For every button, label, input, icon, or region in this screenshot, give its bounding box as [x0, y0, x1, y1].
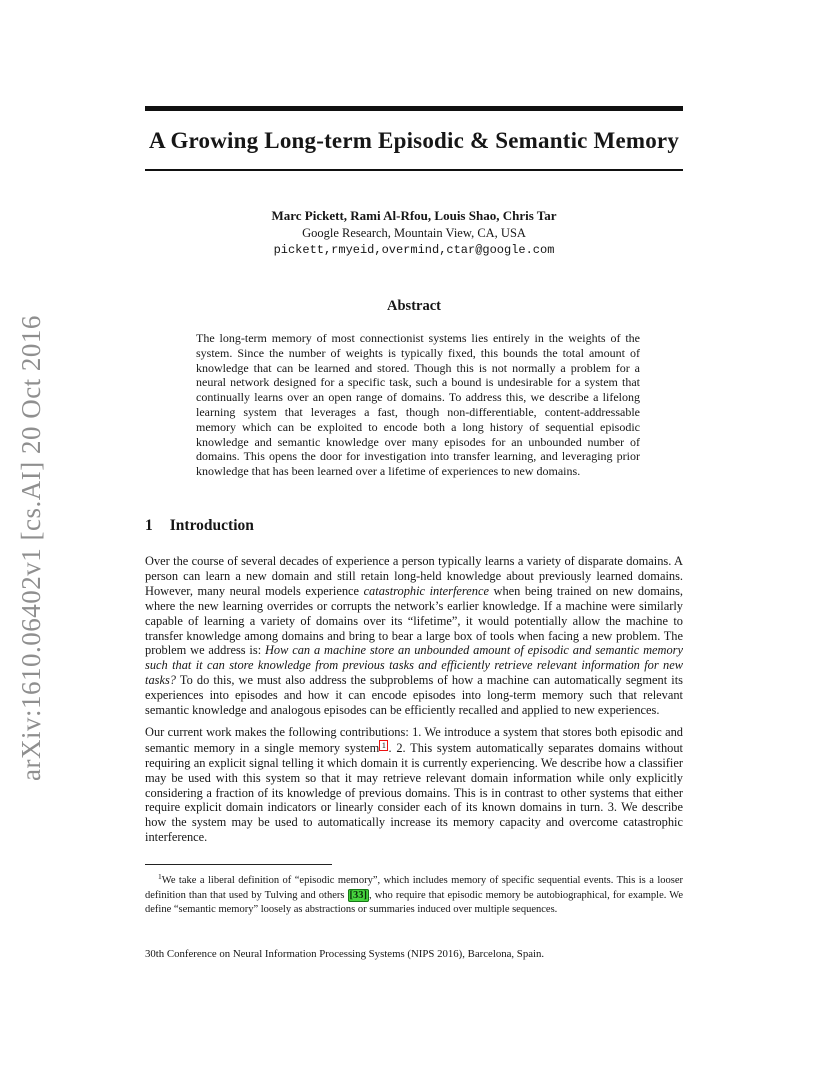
citation-33-link[interactable]: [33] [349, 889, 368, 901]
email-line: pickett,rmyeid,overmind,ctar@google.com [273, 243, 555, 257]
footnote-1 [145, 870, 683, 918]
footnote-rule [145, 864, 332, 865]
intro-p1-italic-a: catastrophic interference [363, 583, 489, 598]
footnote-1-marker: 1 [158, 872, 162, 882]
affiliation-line: Google Research, Mountain View, CA, USA [302, 226, 526, 240]
authors-line: Marc Pickett, Rami Al-Rfou, Louis Shao, Chris Tar [271, 208, 557, 223]
abstract-text: The long-term memory of most connectionist systems lies entirely in the weights of the system. Since the number of weights is typically fixed, this bounds the total amount of knowledge that can be learned and stored. Though this is not normally a problem for a neural network designed for a specific task, such a bound is undesirable for a system that continually learns over an open range of domains. To address this, we describe a lifelong learning system that leverages a fast, though non-differentiable, content-addressable memory which can be exploited to encode both a long history of sequential episodic knowledge and semantic knowledge over many episodes for an unbounded number of domains. This opens the door for investigation into transfer learning, and leveraging prior knowledge that has been learned over a lifetime of experiences to new domains. [196, 331, 640, 479]
intro-p1-text-a: Over the course of several decades of experience a person typically learns a variety of disparate domains. A person can learn a new domain and still retain long-held knowledge about previously learned domains. However, many neural models experience [145, 553, 683, 598]
section-heading-introduction [145, 517, 683, 535]
abstract-heading: Abstract [387, 298, 441, 314]
footnote-1-link[interactable]: 1 [379, 740, 388, 751]
footnote-1-text-b: , who require that episodic memory be autobiographical, for example. We define “semantic memory” loosely as abstractions or summaries induced over multiple sequences. [145, 889, 684, 916]
conference-footer: 30th Conference on Neural Information Processing Systems (NIPS 2016), Barcelona, Spain. [145, 947, 545, 960]
arxiv-watermark: arXiv:1610.06402v1 [cs.AI] 20 Oct 2016 [16, 315, 46, 781]
intro-paragraph-2 [145, 725, 683, 845]
intro-p2-text-a: Our current work makes the following contributions: 1. We introduce a system that stores both episodic and semantic memory in a single memory system [145, 724, 683, 755]
paper-content-column [145, 0, 683, 960]
intro-p1-text-c: To do this, we must also address the subproblems of how a machine can automatically segment its experiences into episodes and how it can encode episodes into long-term memory such that relevant semantic knowledge and analogous episodes can be efficiently recalled and applied to new experiences. [145, 673, 683, 718]
section-title: Introduction [169, 516, 254, 534]
title-rule-top [145, 106, 683, 111]
paper-title: A Growing Long-term Episodic & Semantic Memory [148, 128, 680, 153]
title-rule-bottom [145, 169, 683, 171]
intro-paragraph-1 [145, 554, 683, 718]
section-number: 1 [145, 516, 153, 534]
intro-p2-text-b: . 2. This system automatically separates domains without requiring an explicit signal telling it which domain it is currently experiencing. We describe how a classifier may be used with this system so that it may retrieve relevant domain information while only explicitly considering a fraction of its knowledge of previous domains. This is in contrast to other systems that either require explicit domain indicators or linearly consider each of its known domains in turn. 3. We describe how the system may be used to automatically increase its memory capacity and overcome catastrophic interference. [145, 740, 683, 845]
intro-p1-italic-b: How can a machine store an unbounded amount of episodic and semantic memory such that it can store knowledge from previous tasks and efficiently retrieve relevant information for new tasks? [145, 643, 683, 688]
footnote-1-text-a: We take a liberal definition of “episodic memory”, which includes memory of specific sequential events. This is a looser definition than that used by Tulving and others [145, 875, 683, 901]
intro-p1-text-b: when being trained on new domains, where the new learning overrides or corrupts the network’s earlier knowledge. If a machine were similarly capable of learning a variety of domains over its “lifetime”, it would potentially allow the machine to transfer knowledge among domains and bring to bear a large box of tools when facing a new problem. The problem we address is: [145, 583, 684, 658]
